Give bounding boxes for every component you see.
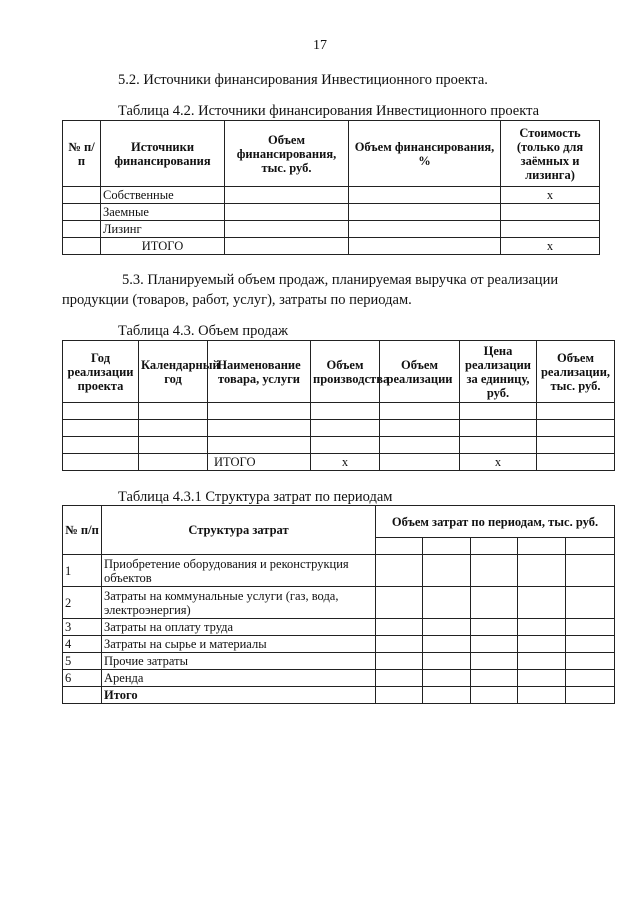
table-row: [63, 221, 600, 238]
total-label: ИТОГО: [101, 238, 225, 255]
col-header-volume-rub: Объем финансирования, тыс. руб.: [225, 121, 349, 187]
col-header-production-volume: Объем производства: [311, 341, 380, 403]
table-total-row: [63, 454, 615, 471]
table-4-3-1: [62, 505, 615, 704]
col-header-calendar-year: Календарный год: [139, 341, 208, 403]
total-price-x: x: [460, 454, 537, 471]
row-number: 1: [63, 555, 102, 587]
table-row: [63, 437, 615, 454]
total-label: Итого: [102, 687, 376, 704]
row-number: 2: [63, 587, 102, 619]
row-number: 6: [63, 670, 102, 687]
row-number: 3: [63, 619, 102, 636]
row-number: 5: [63, 653, 102, 670]
table-4-2-caption: Таблица 4.2. Источники финансирования Инвестиционного проекта: [118, 103, 540, 119]
table-4-2-header-row: [63, 121, 600, 187]
table-row: [63, 204, 600, 221]
row-cost: x: [501, 187, 600, 204]
section-5-3-paragraph: [62, 270, 599, 310]
col-header-sources: Источники финансирования: [101, 121, 225, 187]
table-row: [63, 636, 615, 653]
table-4-3-1-caption: Таблица 4.3.1 Структура затрат по периодам: [118, 489, 393, 505]
col-header-structure: Структура затрат: [102, 506, 376, 555]
table-4-3: [62, 340, 615, 471]
col-header-volume-pct: Объем финансирования, %: [349, 121, 501, 187]
table-row: [63, 619, 615, 636]
table-total-row: [63, 238, 600, 255]
page-number: 17: [313, 38, 327, 53]
table-4-3-caption: Таблица 4.3. Объем продаж: [118, 323, 289, 339]
row-cost-name: Затраты на сырье и материалы: [102, 636, 376, 653]
section-5-3-line1: 5.3. Планируемый объем продаж, планируемая выручка от реализации: [122, 272, 559, 288]
table-row: [63, 403, 615, 420]
col-header-unit-price: Цена реализации за единицу, руб.: [460, 341, 537, 403]
table-4-3-1-header-row: [63, 506, 615, 538]
row-source-name: Лизинг: [101, 221, 225, 238]
row-cost-name: Аренда: [102, 670, 376, 687]
row-source-name: Собственные: [101, 187, 225, 204]
col-header-product-name: Наименование товара, услуги: [208, 341, 311, 403]
section-5-3-line2: продукции (товаров, работ, услуг), затраты по периодам.: [62, 292, 412, 308]
table-row: [63, 555, 615, 587]
table-row: [63, 420, 615, 437]
table-total-row: [63, 687, 615, 704]
row-cost: [501, 204, 600, 221]
row-cost-name: Приобретение оборудования и реконструкция объектов: [102, 555, 376, 587]
row-cost: [501, 221, 600, 238]
row-number: 4: [63, 636, 102, 653]
row-cost-name: Затраты на коммунальные услуги (газ, вода, электроэнергия): [102, 587, 376, 619]
total-label: ИТОГО: [208, 454, 311, 471]
col-header-project-year: Год реализации проекта: [63, 341, 139, 403]
total-production-x: x: [311, 454, 380, 471]
col-header-cost: Стоимость (только для заёмных и лизинга): [501, 121, 600, 187]
col-header-sales-volume: Объем реализации: [380, 341, 460, 403]
row-cost-name: Затраты на оплату труда: [102, 619, 376, 636]
row-source-name: Заемные: [101, 204, 225, 221]
table-row: [63, 587, 615, 619]
col-header-sales-amount: Объем реализации, тыс. руб.: [537, 341, 615, 403]
col-header-num: № п/п: [63, 506, 102, 555]
table-row: [63, 187, 600, 204]
col-header-periods: Объем затрат по периодам, тыс. руб.: [376, 506, 615, 538]
table-4-3-header-row: [63, 341, 615, 403]
table-4-2: [62, 120, 600, 255]
section-5-2-heading: 5.2. Источники финансирования Инвестиционного проекта.: [118, 72, 488, 88]
row-cost-name: Прочие затраты: [102, 653, 376, 670]
table-row: [63, 670, 615, 687]
col-header-num: № п/п: [63, 121, 101, 187]
table-row: [63, 653, 615, 670]
row-cost: x: [501, 238, 600, 255]
